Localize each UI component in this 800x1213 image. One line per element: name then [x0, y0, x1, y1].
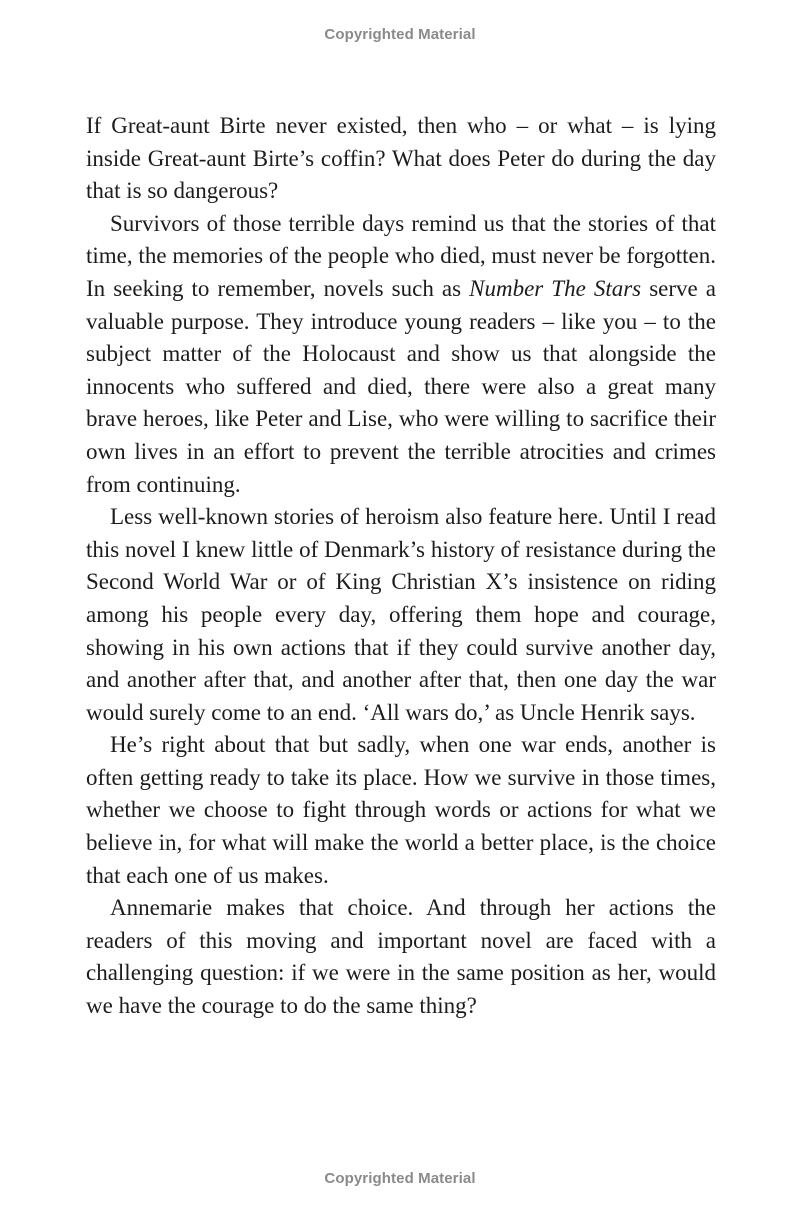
paragraph-1	[86, 110, 716, 208]
copyright-watermark-top: Copyrighted Material	[324, 26, 476, 43]
copyright-watermark-bottom: Copyrighted Material	[324, 1170, 476, 1187]
paragraph-2	[86, 208, 716, 501]
paragraph-text: Less well-known stories of heroism also feature here. Until I read this novel I knew little of Denmark’s history of resistance during the Second World War or of King Christian X’s insistence on riding among his people every day, offering them hope and courage, showing in his own actions that if they could survive another day, and another after that, and another after that, then one day the war would surely come to an end. ‘All wars do,’ as Uncle Henrik says.	[86, 504, 716, 725]
paragraph-text: Annemarie makes that choice. And through her actions the readers of this moving and important novel are faced with a challenging question: if we were in the same position as her, would we have the courage to do the same thing?	[86, 895, 716, 1019]
paragraph-5	[86, 892, 716, 1022]
paragraph-text: If Great-aunt Birte never existed, then who – or what – is lying inside Great-aunt Birte’s coffin? What does Peter do during the day that is so dangerous?	[86, 113, 716, 204]
book-title-italic: Number The Stars	[469, 275, 642, 301]
paragraph-3	[86, 501, 716, 729]
paragraph-text: He’s right about that but sadly, when one war ends, another is often getting ready to take its place. How we survive in those times, whether we choose to fight through words or actions for what we believe in, for what will make the world a better place, is the choice that each one of us makes.	[86, 732, 716, 888]
page-body-text	[86, 110, 716, 1023]
paragraph-text: Survivors of those terrible days remind us that the stories of that time, the memories of the people who died, must never be forgotten. In seeking to remember, novels such as	[86, 210, 716, 301]
paragraph-4	[86, 729, 716, 892]
paragraph-text: serve a valuable purpose. They introduce young readers – like you – to the subject matter of the Holocaust and show us that alongside the innocents who suffered and died, there were also a great many brave heroes, like Peter and Lise, who were willing to sacrifice their own lives in an effort to prevent the terrible atrocities and crimes from continuing.	[86, 275, 716, 497]
